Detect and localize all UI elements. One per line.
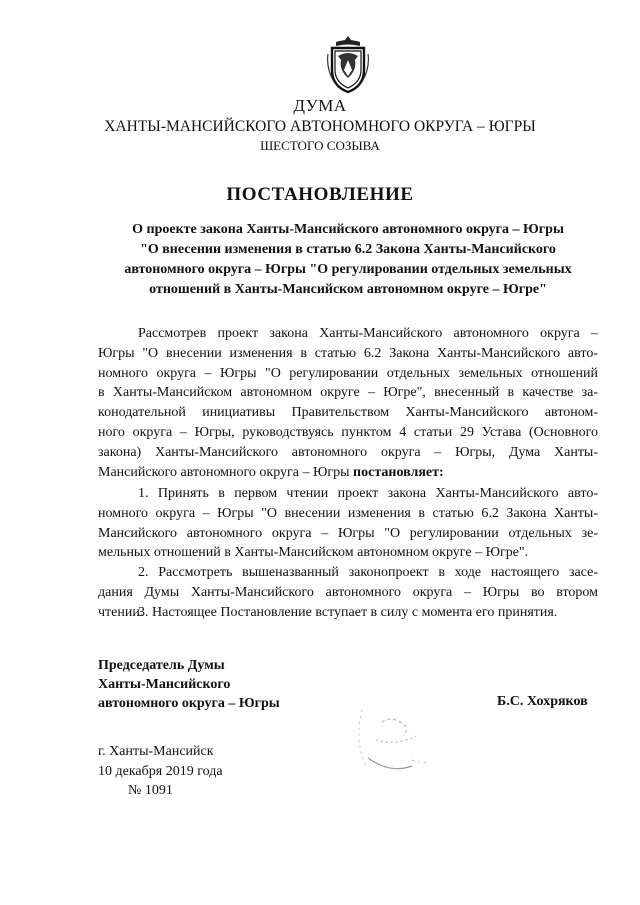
item-line: мельных отношений в Ханты-Мансийском автономном округе – Югре". <box>98 545 529 561</box>
resolves-word: постановляет: <box>353 464 444 480</box>
position-line: Ханты-Мансийского <box>98 677 231 692</box>
city: г. Ханты-Мансийск <box>98 744 214 759</box>
org-name: ДУМА <box>293 96 347 115</box>
coat-of-arms-icon <box>326 34 370 96</box>
item-line: 2. Рассмотреть вышеназванный законопроект в ходе настоящего засе- <box>138 565 598 580</box>
item-line: 1. Принять в первом чтении проект закона Ханты-Мансийского авто- <box>138 486 598 501</box>
subject-line: автономного округа – Югры "О регулировании отдельных земельных <box>124 262 572 277</box>
subject-line: "О внесении изменения в статью 6.2 Закона Ханты-Мансийского <box>140 242 556 257</box>
preamble-line: закона) Ханты-Мансийского автономного округа – Югры, Дума Ханты- <box>98 444 598 460</box>
position-line: автономного округа – Югры <box>98 696 280 711</box>
position-line: Председатель Думы <box>98 658 225 673</box>
preamble-last-line <box>98 463 598 483</box>
item-line: дания Думы Ханты-Мансийского автономного округа – Югры во втором <box>98 584 598 600</box>
item-line: чтении. <box>98 604 144 620</box>
document-footer <box>98 742 223 801</box>
date: 10 декабря 2019 года <box>98 763 223 779</box>
subject-line: О проекте закона Ханты-Мансийского автономного округа – Югры <box>132 222 564 237</box>
convocation: ШЕСТОГО СОЗЫВА <box>260 138 380 153</box>
item-line: номного округа – Югры "О внесении изменения в статью 6.2 Закона Ханты- <box>98 505 598 521</box>
document-number: № 1091 <box>128 783 173 799</box>
preamble-line: в Ханты-Мансийском автономном округе – Югре", внесенный в качестве за- <box>98 385 598 401</box>
preamble-line: Рассмотрев проект закона Ханты-Мансийского автономного округа – <box>138 326 598 341</box>
signatory-name: Б.С. Хохряков <box>497 694 588 709</box>
subject-line: отношений в Ханты-Мансийском автономном округе – Югре" <box>149 282 547 297</box>
preamble-paragraph <box>98 324 598 482</box>
item-line: 3. Настоящее Постановление вступает в силу с момента его принятия. <box>138 605 558 620</box>
preamble-line: ного округа – Югры, руководствуясь пунктом 4 статьи 29 Устава (Основного <box>98 424 598 440</box>
preamble-line: Югры "О внесении изменения в статью 6.2 Закона Ханты-Мансийского авто- <box>98 345 598 361</box>
item-line: Мансийского автономного округа – Югры "О регулировании отдельных зе- <box>98 525 598 541</box>
document-title: ПОСТАНОВЛЕНИЕ <box>226 184 414 205</box>
signatory-position <box>98 656 280 713</box>
preamble-line: конодательной инициативы Правительством Ханты-Мансийского автоном- <box>98 405 598 421</box>
preamble-line: номного округа – Югры "О регулировании отдельных земельных отношений <box>98 365 598 381</box>
item-3-paragraph <box>98 603 598 623</box>
document-subject <box>100 220 596 300</box>
seal-stamp-icon <box>352 700 444 780</box>
preamble-line: Мансийского автономного округа – Югры <box>98 464 354 480</box>
region-name: ХАНТЫ-МАНСИЙСКОГО АВТОНОМНОГО ОКРУГА – ЮГРЫ <box>104 118 536 135</box>
item-1-paragraph <box>98 484 598 563</box>
